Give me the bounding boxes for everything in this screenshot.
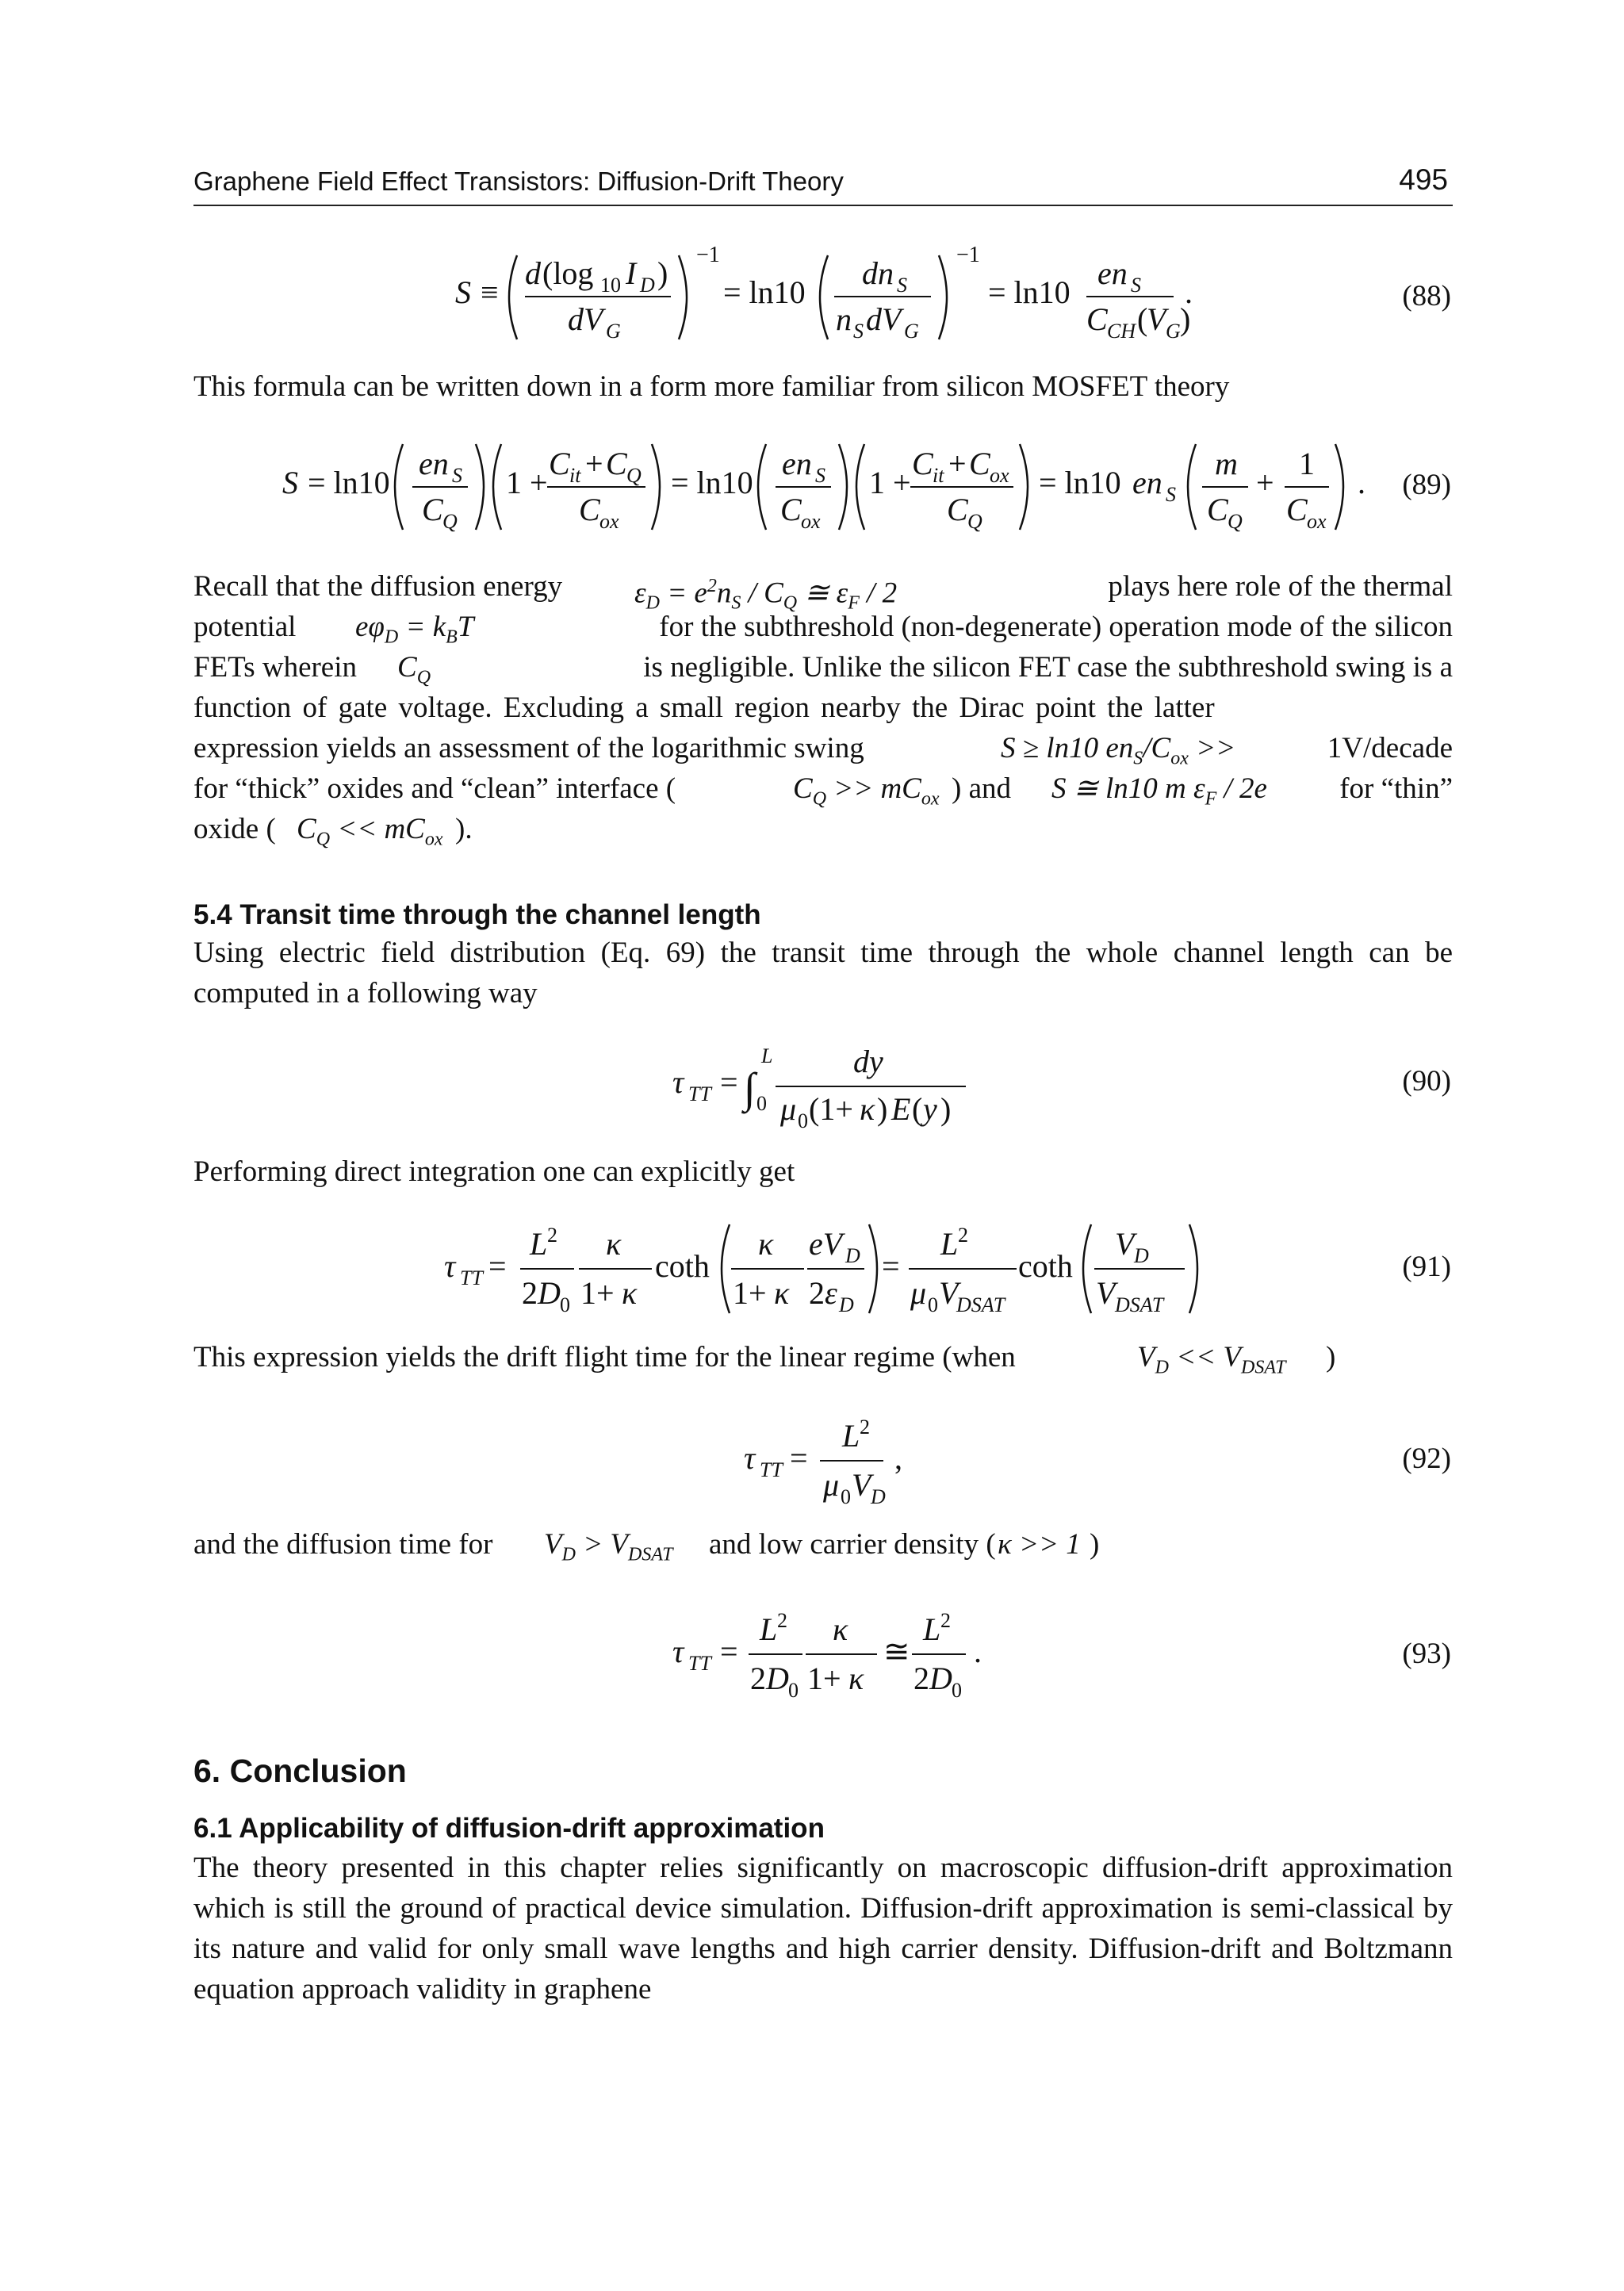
svg-text:.: . [1185,274,1193,310]
section-heading: 5.4 Transit time through the channel length [193,899,761,930]
svg-text:1+: 1+ [733,1275,767,1311]
svg-text:=: = [720,1634,738,1669]
svg-text:D: D [871,1485,886,1508]
svg-text:D: D [929,1661,952,1696]
text-line: 1V/decade [1327,732,1453,764]
svg-text:= ln10: = ln10 [988,274,1071,310]
svg-text:2: 2 [750,1661,766,1696]
svg-text:coth: coth [1018,1248,1073,1284]
svg-text:(1+: (1+ [809,1091,853,1127]
svg-text:2: 2 [940,1609,951,1632]
svg-text:dV: dV [568,301,603,337]
svg-text:C: C [606,446,627,481]
svg-text:D: D [845,1244,860,1267]
svg-text:L: L [923,1611,941,1647]
svg-text:eV: eV [809,1226,843,1262]
inline-math: $C_Q$ [397,651,431,688]
svg-text:∫: ∫ [744,1064,756,1112]
svg-text:(: ( [1137,301,1148,337]
svg-text:DSAT: DSAT [1115,1293,1164,1316]
svg-text:2: 2 [958,1224,968,1247]
svg-text:(: ( [912,1091,923,1127]
svg-text:0: 0 [788,1679,799,1702]
svg-text:V: V [1147,301,1166,337]
paragraph: Using electric field distribution (Eq. 69) the transit time through the whole channel length can be computed in a following way [193,937,1453,1009]
svg-text:=: = [790,1440,808,1476]
paragraph-linear-regime [193,1337,1453,1380]
svg-text:): ) [657,255,668,291]
svg-text:L: L [940,1226,959,1262]
svg-text:μ: μ [780,1091,797,1127]
page-number: 495 [1399,163,1448,196]
svg-text:2: 2 [914,1661,929,1696]
svg-text:κ: κ [622,1275,638,1311]
svg-text:C: C [422,492,443,527]
svg-text:C: C [549,446,570,481]
svg-text:C: C [912,446,933,481]
equation-88-graphic [193,238,1453,357]
inline-math: $C_Q << mC_{ox}$ [297,813,443,850]
svg-text:2: 2 [777,1609,787,1632]
svg-text:CH: CH [1107,320,1136,343]
svg-text:Q: Q [1228,510,1243,533]
svg-text:ox: ox [1307,510,1327,533]
paragraph: This formula can be written down in a form more familiar from silicon MOSFET theory [193,370,1230,403]
equation-93-graphic [193,1596,1453,1707]
text-line: FETs wherein [193,651,358,684]
svg-text:D: D [839,1293,854,1316]
paragraph: The theory presented in this chapter relies significantly on macroscopic diffusion-drift approximation which is still the ground of practical device simulation. Diffusion-drift approximation is semi-classical by its nature and valid for only small wave lengths and high carrier density. Diffusion-drift and Boltzmann equation approach validity in graphene [193,1852,1453,2006]
svg-text:,: , [894,1440,902,1476]
text-line: and low carrier density ( [709,1528,996,1561]
svg-text:.: . [974,1634,982,1669]
svg-text:it: it [933,464,944,487]
svg-text:n: n [836,301,852,337]
svg-text:): ) [1180,301,1191,337]
svg-text:C: C [1086,301,1108,337]
svg-text:κ: κ [860,1091,875,1127]
equation-91-graphic [193,1213,1453,1324]
equation-93 [193,1596,1453,1707]
subsection-heading: 6.1 Applicability of diffusion-drift approximation [193,1813,825,1844]
inline-math: $\varepsilon_D = e^2n_S / C_Q$ ≅ $\varepsilon_F / 2$ [634,576,898,614]
svg-text:S: S [1166,483,1176,506]
svg-text:it: it [569,464,581,487]
svg-text:G: G [904,320,919,343]
equation-92-graphic [193,1408,1453,1511]
svg-text:=: = [720,1064,738,1100]
svg-text:0: 0 [756,1092,767,1115]
svg-text:I: I [626,255,637,291]
text-line: Recall that the diffusion energy [193,570,563,603]
svg-text:2: 2 [809,1275,825,1311]
svg-text:en: en [1132,465,1162,500]
svg-text:10: 10 [600,274,621,297]
paragraph-recall [193,566,1453,852]
svg-text:ox: ox [599,510,619,533]
svg-text:S: S [815,464,825,487]
svg-text:κ: κ [833,1611,848,1647]
svg-text:κ: κ [758,1226,774,1262]
svg-text:S: S [282,465,298,500]
text-line: potential [193,611,297,643]
inline-math: S ≅ ln10 m $\varepsilon_F / 2e$ [1051,772,1267,810]
svg-text:en: en [1097,255,1128,291]
svg-text:C: C [1286,492,1308,527]
svg-text:DSAT: DSAT [956,1293,1005,1316]
svg-text:τ: τ [744,1440,756,1476]
svg-text:μ: μ [910,1275,927,1311]
equation-88 [193,238,1453,357]
svg-text:+: + [948,446,967,481]
svg-text:S: S [452,464,462,487]
svg-text:L: L [761,1044,773,1067]
inline-math: $V_D << V_{DSAT}$ [1137,1341,1286,1378]
svg-text:S: S [1131,274,1141,297]
svg-text:C: C [1207,492,1228,527]
svg-text:S: S [897,274,907,297]
svg-text:Q: Q [967,510,982,533]
svg-text:D: D [766,1661,789,1696]
svg-text:τ: τ [672,1634,684,1669]
section-heading: 6. Conclusion [193,1753,407,1789]
svg-text:m: m [1215,446,1238,481]
svg-text:1+: 1+ [580,1275,615,1311]
equation-number: (89) [1402,469,1451,501]
equation-90-graphic [193,1031,1453,1134]
inline-math: κ >> 1 [998,1528,1081,1561]
svg-text:C: C [579,492,600,527]
svg-text:κ: κ [848,1661,864,1696]
svg-text:μ: μ [823,1467,840,1503]
text-line: oxide ( [193,813,276,845]
equation-number: (91) [1402,1251,1451,1283]
svg-text:dV: dV [866,301,902,337]
inline-math: S ≥ ln10 $en_S/C_{ox}$ >> [1001,732,1236,769]
svg-text:S: S [455,274,471,310]
inline-math: $e\varphi_D = k_BT$ [355,611,474,648]
svg-text:+: + [585,446,603,481]
svg-text:(log: (log [542,255,594,291]
svg-text:1: 1 [1299,446,1315,481]
svg-text:≡: ≡ [481,274,499,310]
svg-text:coth: coth [655,1248,710,1284]
svg-text:L: L [842,1418,860,1454]
text-line: plays here role of the thermal [1108,570,1453,603]
svg-text:V: V [1096,1275,1116,1311]
svg-text:2: 2 [860,1416,870,1439]
svg-text:G: G [1166,320,1181,343]
svg-text:≅: ≅ [883,1634,910,1669]
svg-text:E: E [891,1091,911,1127]
equation-89 [193,435,1453,538]
equation-91 [193,1213,1453,1324]
svg-text:−1: −1 [956,243,980,267]
svg-text:0: 0 [841,1485,851,1508]
svg-text:κ: κ [606,1226,622,1262]
text-line: This expression yields the drift flight time for the linear regime (when [193,1341,1016,1373]
paragraph: Performing direct integration one can explicitly get [193,1155,795,1188]
svg-text:S: S [853,320,864,343]
inline-math: $V_D > V_{DSAT}$ [544,1528,673,1565]
svg-text:= ln10: = ln10 [1039,465,1121,500]
svg-text:TT: TT [760,1458,783,1481]
equation-number: (90) [1402,1065,1451,1098]
svg-text:−1: −1 [696,243,720,267]
svg-text:0: 0 [798,1109,808,1132]
svg-text:en: en [419,446,449,481]
text-line: ). [455,813,473,845]
svg-text:0: 0 [952,1679,962,1702]
equation-number: (88) [1402,280,1451,312]
text-line: ) [1090,1528,1100,1561]
svg-text:L: L [760,1611,778,1647]
svg-text:TT: TT [460,1266,483,1289]
svg-text:ε: ε [825,1275,837,1311]
svg-text:=: = [882,1248,900,1284]
svg-text:ox: ox [801,510,821,533]
svg-text:τ: τ [672,1064,684,1100]
svg-text:C: C [780,492,802,527]
text-line: for “thick” oxides and “clean” interface ( [193,772,676,805]
svg-text:κ: κ [774,1275,790,1311]
text-line: and the diffusion time for [193,1528,493,1561]
svg-text:D: D [538,1275,561,1311]
svg-text:D: D [640,274,655,297]
svg-text:τ: τ [444,1248,456,1284]
svg-text:.: . [1358,465,1365,500]
svg-text:= ln10: = ln10 [308,465,390,500]
svg-text:TT: TT [688,1082,711,1105]
svg-text:Q: Q [442,510,458,533]
svg-text:Q: Q [626,464,642,487]
equation-90 [193,1031,1453,1134]
equation-number: (93) [1402,1638,1451,1670]
svg-text:C: C [969,446,990,481]
svg-text:2: 2 [522,1275,538,1311]
svg-text:L: L [530,1226,548,1262]
svg-text:V: V [1115,1226,1135,1262]
text-line: ) [1326,1341,1336,1373]
svg-text:0: 0 [928,1293,938,1316]
svg-text:= ln10: = ln10 [723,274,806,310]
svg-text:TT: TT [688,1652,711,1675]
text-line: function of gate voltage. Excluding a small region nearby the Dirac point the latter [193,692,1215,724]
paragraph-diffusion-time [193,1524,1453,1567]
inline-math: $C_Q >> mC_{ox}$ [793,772,940,810]
svg-text:G: G [606,320,621,343]
svg-text:): ) [877,1091,888,1127]
equation-89-graphic [193,435,1453,538]
text-line: for the subthreshold (non-degenerate) operation mode of the silicon [659,611,1453,643]
svg-text:): ) [940,1091,952,1127]
text-line: is negligible. Unlike the silicon FET case the subthreshold swing is a [643,651,1453,684]
svg-text:+: + [1256,465,1274,500]
svg-text:C: C [947,492,968,527]
running-title: Graphene Field Effect Transistors: Diffusion-Drift Theory [193,167,844,196]
svg-text:en: en [782,446,812,481]
svg-text:= ln10: = ln10 [671,465,753,500]
svg-text:0: 0 [560,1293,570,1316]
text-line: ) and [952,772,1011,805]
svg-text:V: V [852,1467,871,1503]
equation-number: (92) [1402,1442,1451,1475]
equation-92 [193,1408,1453,1511]
svg-text:y: y [923,1091,937,1127]
text-line: expression yields an assessment of the logarithmic swing [193,732,864,764]
svg-text:1+: 1+ [807,1661,841,1696]
svg-text:V: V [939,1275,959,1311]
svg-text:d: d [525,255,541,291]
svg-text:2: 2 [547,1224,557,1247]
text-line: for “thin” [1339,772,1453,805]
svg-text:D: D [1134,1244,1149,1267]
svg-text:1 +: 1 + [506,465,548,500]
svg-text:1 +: 1 + [869,465,911,500]
svg-text:ox: ox [990,464,1009,487]
svg-text:dy: dy [853,1044,883,1079]
running-header [193,163,1453,206]
svg-text:=: = [488,1248,507,1284]
svg-text:dn: dn [862,255,894,291]
